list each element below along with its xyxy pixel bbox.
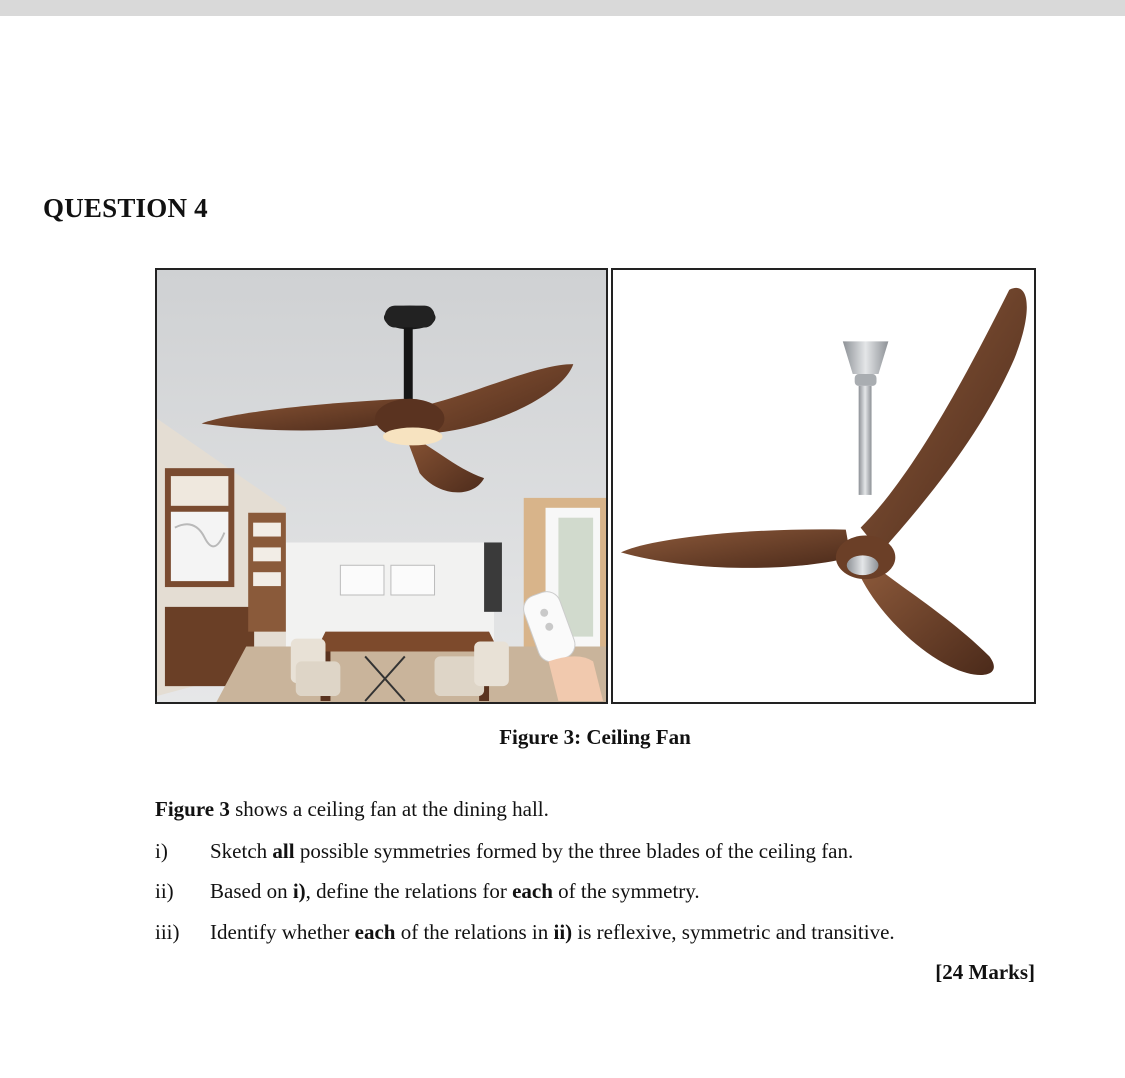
item-number: i) xyxy=(155,839,168,863)
item-text: Identify whether xyxy=(210,920,355,944)
item-text: of the symmetry. xyxy=(552,879,700,903)
fan-product-illustration xyxy=(613,270,1034,702)
item-text: is reflexive, symmetric and transitive. xyxy=(572,920,895,944)
question-item-3 xyxy=(155,920,895,945)
item-bold: i) xyxy=(292,879,306,903)
item-bold: ii) xyxy=(553,920,573,944)
item-text: Based on xyxy=(210,879,293,903)
intro-text: shows a ceiling fan at the dining hall. xyxy=(229,797,549,821)
fan-product-photo xyxy=(611,268,1036,704)
intro-paragraph xyxy=(155,797,549,822)
fan-room-photo xyxy=(155,268,608,704)
figure-caption: Figure 3: Ceiling Fan xyxy=(499,725,691,749)
item-text: , define the relations for xyxy=(305,879,513,903)
viewer-top-bar xyxy=(0,0,1125,16)
item-text: Sketch xyxy=(210,839,273,863)
item-number: iii) xyxy=(155,920,180,944)
item-number: ii) xyxy=(155,879,174,903)
fan-room-illustration xyxy=(157,270,606,702)
question-title: QUESTION 4 xyxy=(43,193,208,223)
item-text: possible symmetries formed by the three blades of the ceiling fan. xyxy=(294,839,854,863)
question-item-2 xyxy=(155,879,700,904)
item-bold: each xyxy=(354,920,396,944)
item-bold: each xyxy=(512,879,553,903)
question-item-1 xyxy=(155,839,853,864)
item-bold: all xyxy=(272,839,295,863)
item-text: of the relations in xyxy=(395,920,554,944)
total-marks: [24 Marks] xyxy=(935,960,1035,984)
intro-figure-ref: Figure 3 xyxy=(155,797,230,821)
